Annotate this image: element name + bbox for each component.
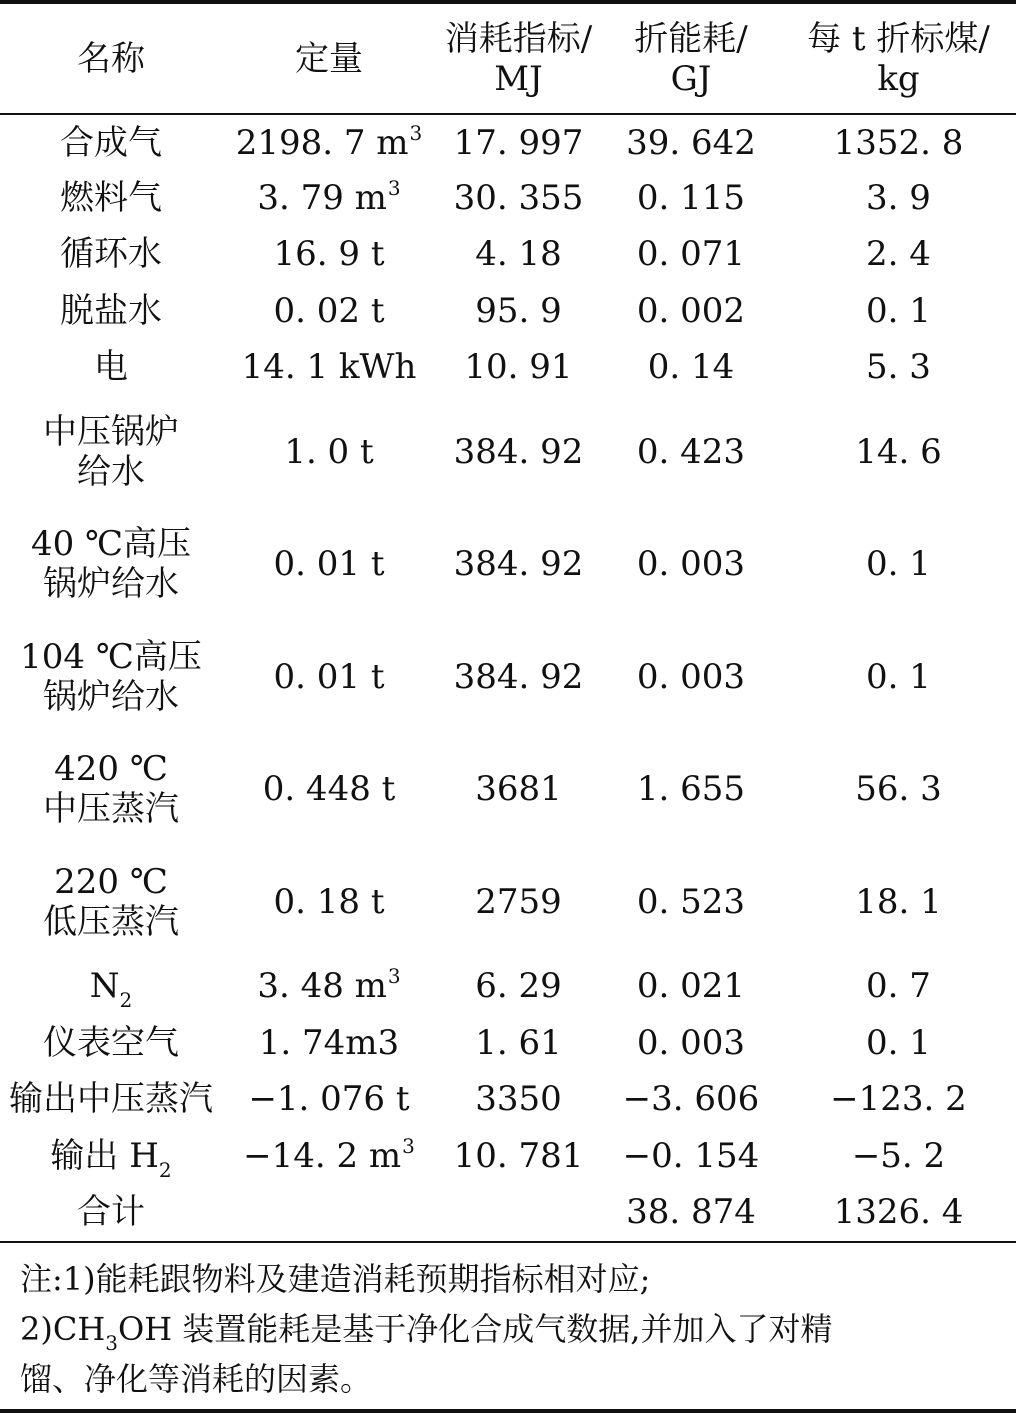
cell-consumption-index: 17. 997 [453, 122, 584, 163]
cell-energy: 1. 655 [636, 769, 746, 810]
cell-energy: 0. 423 [636, 431, 746, 472]
header-quantity-line: 定量 [295, 38, 363, 79]
cell-standard-coal: 18. 1 [855, 881, 942, 922]
notes-bottom-rule [0, 1409, 1016, 1413]
cell-name-line: 锅炉给水 [43, 564, 179, 605]
table-row [0, 226, 1016, 283]
cell-quantity [222, 113, 436, 170]
header-consumption-index [436, 4, 601, 113]
cell-energy: 0. 071 [636, 234, 746, 275]
cell-quantity [222, 396, 436, 509]
energy-consumption-table [0, 4, 1016, 1241]
table-row [0, 170, 1016, 227]
cell-name [0, 508, 222, 621]
cell-quantity-value: 3. 48 m [257, 966, 387, 1007]
cell-energy: −0. 154 [622, 1135, 760, 1176]
table-bottom-rule [0, 1241, 1016, 1243]
cell-name [0, 846, 222, 959]
cell-quantity [222, 1071, 436, 1128]
cell-energy: 38. 874 [626, 1192, 756, 1233]
header-consumption-index-line: 消耗指标/ [444, 18, 593, 59]
cell-name [0, 113, 222, 170]
cell-standard-coal: 2. 4 [866, 234, 931, 275]
cell-name-line: 低压蒸汽 [43, 901, 179, 942]
cell-name-subscript: 2 [158, 1157, 172, 1182]
table-row [0, 1184, 1016, 1241]
cell-name-line: 中压锅炉 [43, 411, 179, 452]
cell-name-line: 中压蒸汽 [43, 789, 179, 830]
cell-name [0, 170, 222, 227]
header-standard-coal-line: 每 t 折标煤/ [807, 18, 990, 59]
cell-energy: 0. 523 [636, 881, 746, 922]
cell-name-line: 燃料气 [60, 177, 162, 218]
table-row [0, 113, 1016, 170]
cell-name [0, 1184, 222, 1241]
cell-quantity-value: 3. 79 m [257, 177, 387, 218]
cell-name [0, 283, 222, 340]
note-line-3: 馏、净化等消耗的因素。 [20, 1360, 373, 1398]
cell-name-line: 电 [94, 347, 128, 388]
cell-consumption-index: 384. 92 [453, 544, 584, 585]
cell-energy: 39. 642 [626, 122, 756, 163]
note-line-2-prefix: 2)CH [20, 1310, 106, 1348]
cell-name [0, 396, 222, 509]
cell-energy: 0. 14 [647, 347, 735, 388]
cell-consumption-index: 10. 91 [464, 347, 573, 388]
header-name [0, 4, 222, 113]
cell-quantity [222, 846, 436, 959]
table-row [0, 1128, 1016, 1185]
cell-name [0, 958, 222, 1015]
cell-consumption-index: 4. 18 [475, 234, 562, 275]
cell-quantity-value: 0. 01 t [273, 544, 385, 585]
cell-energy: 0. 021 [636, 966, 746, 1007]
cell-quantity-value: 14. 1 kWh [241, 347, 417, 388]
table-row [0, 1015, 1016, 1072]
cell-quantity-superscript: 3 [387, 964, 401, 989]
cell-standard-coal: 14. 6 [855, 431, 942, 472]
cell-quantity-superscript: 3 [402, 1133, 415, 1158]
cell-quantity-value: 1. 74m3 [258, 1022, 400, 1063]
header-quantity [222, 4, 436, 113]
cell-name-line: 合计 [77, 1192, 145, 1233]
table-row [0, 733, 1016, 846]
cell-standard-coal: 0. 1 [866, 1022, 931, 1063]
cell-standard-coal: 1326. 4 [833, 1192, 964, 1233]
table-row [0, 958, 1016, 1015]
cell-consumption-index: 6. 29 [475, 966, 562, 1007]
cell-quantity [222, 958, 436, 1015]
cell-quantity [222, 226, 436, 283]
cell-quantity-value: 16. 9 t [273, 234, 385, 275]
cell-energy: 0. 003 [636, 1022, 746, 1063]
cell-standard-coal: 0. 1 [866, 290, 931, 331]
table-row [0, 339, 1016, 396]
cell-name-line: 锅炉给水 [43, 676, 179, 717]
cell-quantity-superscript: 3 [387, 175, 401, 200]
cell-consumption-index: 2759 [475, 881, 562, 922]
cell-name [0, 1071, 222, 1128]
table-row [0, 283, 1016, 340]
cell-name [0, 226, 222, 283]
cell-name-line: 104 ℃高压 [20, 636, 202, 677]
cell-standard-coal: 56. 3 [855, 769, 942, 810]
cell-quantity [222, 1184, 436, 1241]
cell-consumption-index: 3350 [475, 1079, 562, 1120]
cell-consumption-index: 30. 355 [453, 177, 584, 218]
cell-energy: −3. 606 [622, 1079, 760, 1120]
note-line-2-rest: OH 装置能耗是基于净化合成气数据,并加入了对精 [117, 1310, 833, 1348]
header-standard-coal-line: kg [877, 58, 920, 99]
cell-standard-coal: 0. 7 [866, 966, 931, 1007]
cell-name-line: 输出 H [50, 1135, 159, 1176]
cell-quantity-value: 0. 18 t [273, 881, 385, 922]
cell-name-line: 仪表空气 [43, 1022, 179, 1063]
table-notes [20, 1254, 1000, 1404]
cell-name-subscript: 2 [119, 988, 133, 1013]
cell-name [0, 733, 222, 846]
cell-quantity [222, 283, 436, 340]
table-header [0, 4, 1016, 113]
cell-energy: 0. 003 [636, 656, 746, 697]
table-row [0, 396, 1016, 509]
cell-consumption-index: 384. 92 [453, 656, 584, 697]
cell-consumption-index: 384. 92 [453, 431, 584, 472]
cell-quantity [222, 1015, 436, 1072]
cell-standard-coal: −5. 2 [851, 1135, 946, 1176]
cell-standard-coal: 5. 3 [866, 347, 931, 388]
cell-consumption-index: 3681 [475, 769, 562, 810]
cell-name-line: 输出中压蒸汽 [9, 1079, 213, 1120]
table-row [0, 846, 1016, 959]
cell-quantity-value: 0. 448 t [262, 769, 396, 810]
cell-quantity [222, 508, 436, 621]
cell-name-line: 循环水 [60, 234, 162, 275]
note-line-1: 注:1)能耗跟物料及建造消耗预期指标相对应; [20, 1260, 651, 1298]
cell-standard-coal: 0. 1 [866, 544, 931, 585]
table-row [0, 621, 1016, 734]
cell-quantity [222, 733, 436, 846]
cell-name-line: 给水 [77, 451, 145, 492]
cell-consumption-index: 1. 61 [475, 1022, 562, 1063]
note-line-2 [20, 1304, 1000, 1354]
cell-standard-coal: 0. 1 [866, 656, 931, 697]
cell-name-line: 脱盐水 [60, 290, 162, 331]
cell-consumption-index [436, 1184, 601, 1241]
cell-quantity-value: 0. 01 t [273, 656, 385, 697]
cell-energy: 0. 003 [636, 544, 746, 585]
cell-consumption-index: 95. 9 [475, 290, 562, 331]
header-standard-coal [781, 4, 1016, 113]
cell-quantity [222, 1128, 436, 1185]
cell-quantity-value: 1. 0 t [284, 431, 374, 472]
cell-name-line: N [89, 966, 120, 1007]
cell-name-line: 40 ℃高压 [30, 524, 192, 565]
cell-energy: 0. 115 [636, 177, 746, 218]
header-energy-line: GJ [670, 58, 712, 99]
header-name-line: 名称 [77, 38, 145, 79]
cell-standard-coal: 1352. 8 [833, 122, 964, 163]
cell-energy: 0. 002 [636, 290, 746, 331]
cell-name [0, 1015, 222, 1072]
header-row [0, 4, 1016, 113]
table-body [0, 113, 1016, 1241]
cell-name [0, 1128, 222, 1185]
cell-quantity [222, 170, 436, 227]
cell-quantity-value: 2198. 7 m [235, 122, 409, 163]
cell-quantity-value: 0. 02 t [273, 290, 385, 331]
cell-quantity-superscript: 3 [409, 120, 423, 145]
cell-name [0, 621, 222, 734]
header-energy-line: 折能耗/ [634, 18, 748, 59]
cell-consumption-index: 10. 781 [453, 1135, 584, 1176]
cell-name-line: 220 ℃ [54, 861, 168, 902]
table-row [0, 1071, 1016, 1128]
cell-quantity [222, 621, 436, 734]
note-line-2-subscript: 3 [105, 1331, 118, 1355]
cell-quantity [222, 339, 436, 396]
cell-name-line: 合成气 [60, 122, 162, 163]
cell-name-line: 420 ℃ [54, 749, 168, 790]
cell-quantity-value: −14. 2 m [243, 1135, 402, 1176]
table-row [0, 508, 1016, 621]
cell-standard-coal: −123. 2 [830, 1079, 967, 1120]
cell-quantity-value: −1. 076 t [248, 1079, 410, 1120]
header-energy [601, 4, 781, 113]
header-consumption-index-line: MJ [494, 58, 543, 99]
cell-name [0, 339, 222, 396]
cell-standard-coal: 3. 9 [866, 177, 931, 218]
